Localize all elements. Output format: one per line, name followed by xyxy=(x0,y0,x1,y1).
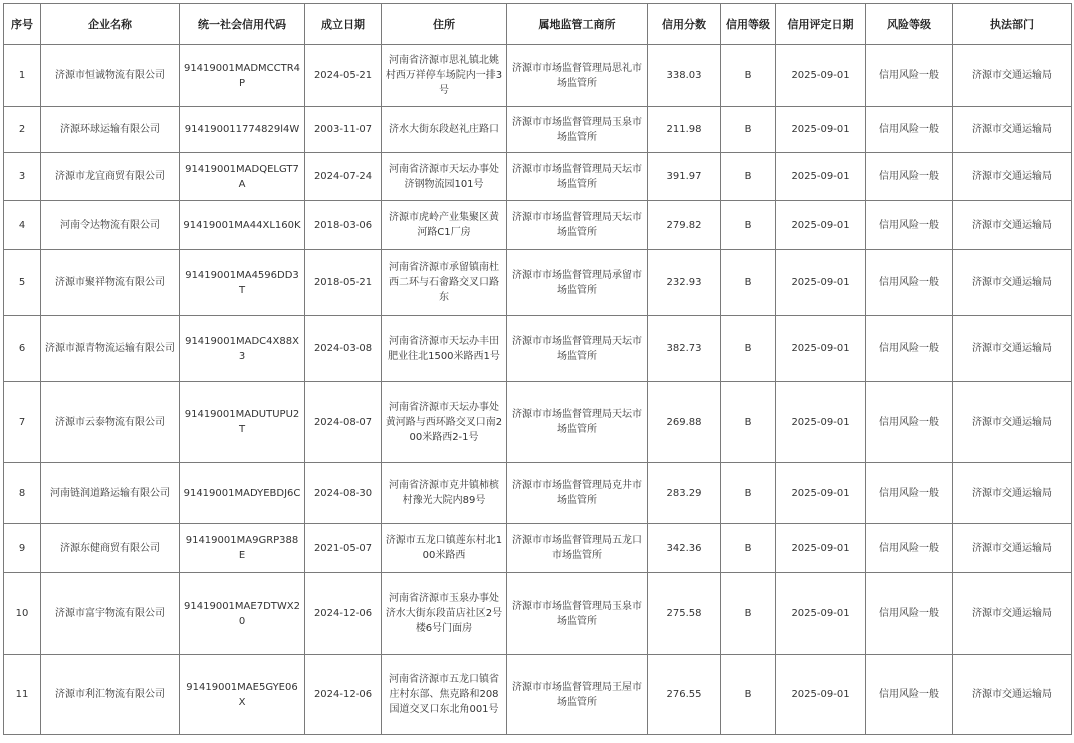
cell-credit-score: 279.82 xyxy=(648,201,721,250)
cell-credit-grade: B xyxy=(721,153,776,201)
cell-company-name: 河南令达物流有限公司 xyxy=(41,201,180,250)
cell-index: 3 xyxy=(4,153,41,201)
cell-credit-code: 91419001MA9GRP388E xyxy=(180,524,305,573)
cell-established-date: 2024-08-07 xyxy=(305,382,382,463)
table-row xyxy=(4,573,1072,655)
cell-index: 1 xyxy=(4,45,41,107)
cell-enforcement-dept: 济源市交通运输局 xyxy=(953,573,1072,655)
cell-company-name: 济源市源青物流运输有限公司 xyxy=(41,316,180,382)
cell-supervision-office: 济源市市场监督管理局天坛市场监管所 xyxy=(507,382,648,463)
cell-enforcement-dept: 济源市交通运输局 xyxy=(953,107,1072,153)
cell-address: 济水大街东段赵礼庄路口 xyxy=(382,107,507,153)
cell-credit-code: 91419001MA4596DD3T xyxy=(180,250,305,316)
cell-credit-score: 269.88 xyxy=(648,382,721,463)
cell-supervision-office: 济源市市场监督管理局天坛市场监管所 xyxy=(507,201,648,250)
cell-credit-grade: B xyxy=(721,524,776,573)
cell-supervision-office: 济源市市场监督管理局克井市场监管所 xyxy=(507,463,648,524)
cell-rating-date: 2025-09-01 xyxy=(776,107,866,153)
cell-rating-date: 2025-09-01 xyxy=(776,250,866,316)
cell-supervision-office: 济源市市场监督管理局思礼市场监管所 xyxy=(507,45,648,107)
cell-established-date: 2024-08-30 xyxy=(305,463,382,524)
table-row xyxy=(4,45,1072,107)
cell-credit-code: 91419001MADC4X88X3 xyxy=(180,316,305,382)
cell-address: 河南省济源市天坛办事处济钢物流园101号 xyxy=(382,153,507,201)
cell-established-date: 2024-05-21 xyxy=(305,45,382,107)
cell-rating-date: 2025-09-01 xyxy=(776,316,866,382)
cell-supervision-office: 济源市市场监督管理局玉泉市场监管所 xyxy=(507,573,648,655)
cell-company-name: 济源市富宇物流有限公司 xyxy=(41,573,180,655)
cell-address: 济源市五龙口镇莲东村北100米路西 xyxy=(382,524,507,573)
cell-risk-level: 信用风险一般 xyxy=(866,45,953,107)
table-row xyxy=(4,107,1072,153)
cell-established-date: 2024-07-24 xyxy=(305,153,382,201)
col-header-risk-level: 风险等级 xyxy=(866,4,953,45)
cell-established-date: 2024-12-06 xyxy=(305,655,382,735)
cell-enforcement-dept: 济源市交通运输局 xyxy=(953,382,1072,463)
cell-company-name: 济源环球运输有限公司 xyxy=(41,107,180,153)
cell-credit-grade: B xyxy=(721,201,776,250)
col-header-rating-date: 信用评定日期 xyxy=(776,4,866,45)
col-header-index: 序号 xyxy=(4,4,41,45)
table-row xyxy=(4,250,1072,316)
cell-enforcement-dept: 济源市交通运输局 xyxy=(953,201,1072,250)
table-row xyxy=(4,201,1072,250)
cell-risk-level: 信用风险一般 xyxy=(866,524,953,573)
cell-risk-level: 信用风险一般 xyxy=(866,201,953,250)
credit-rating-table xyxy=(3,3,1072,735)
col-header-company-name: 企业名称 xyxy=(41,4,180,45)
cell-rating-date: 2025-09-01 xyxy=(776,201,866,250)
col-header-credit-score: 信用分数 xyxy=(648,4,721,45)
cell-credit-code: 91419001MAE5GYE06X xyxy=(180,655,305,735)
cell-company-name: 河南链润道路运输有限公司 xyxy=(41,463,180,524)
cell-risk-level: 信用风险一般 xyxy=(866,153,953,201)
cell-index: 2 xyxy=(4,107,41,153)
cell-credit-grade: B xyxy=(721,45,776,107)
cell-credit-code: 91419001MADMCCTR4P xyxy=(180,45,305,107)
cell-index: 11 xyxy=(4,655,41,735)
cell-credit-score: 275.58 xyxy=(648,573,721,655)
cell-risk-level: 信用风险一般 xyxy=(866,573,953,655)
cell-risk-level: 信用风险一般 xyxy=(866,655,953,735)
cell-rating-date: 2025-09-01 xyxy=(776,524,866,573)
cell-credit-score: 276.55 xyxy=(648,655,721,735)
cell-credit-grade: B xyxy=(721,316,776,382)
cell-rating-date: 2025-09-01 xyxy=(776,463,866,524)
cell-credit-grade: B xyxy=(721,107,776,153)
table-row xyxy=(4,382,1072,463)
cell-enforcement-dept: 济源市交通运输局 xyxy=(953,524,1072,573)
cell-risk-level: 信用风险一般 xyxy=(866,250,953,316)
cell-rating-date: 2025-09-01 xyxy=(776,382,866,463)
cell-supervision-office: 济源市市场监督管理局王屋市场监管所 xyxy=(507,655,648,735)
cell-credit-code: 91419001MA44XL160K xyxy=(180,201,305,250)
table-row xyxy=(4,153,1072,201)
table-row xyxy=(4,463,1072,524)
cell-risk-level: 信用风险一般 xyxy=(866,107,953,153)
cell-company-name: 济源市恒诚物流有限公司 xyxy=(41,45,180,107)
table-row xyxy=(4,655,1072,735)
cell-risk-level: 信用风险一般 xyxy=(866,382,953,463)
cell-address: 河南省济源市天坛办丰田肥业往北1500米路西1号 xyxy=(382,316,507,382)
cell-enforcement-dept: 济源市交通运输局 xyxy=(953,463,1072,524)
cell-credit-code: 91419001MADQELGT7A xyxy=(180,153,305,201)
cell-supervision-office: 济源市市场监督管理局天坛市场监管所 xyxy=(507,153,648,201)
cell-supervision-office: 济源市市场监督管理局天坛市场监管所 xyxy=(507,316,648,382)
cell-address: 河南省济源市承留镇南杜西二环与石畲路交叉口路东 xyxy=(382,250,507,316)
cell-credit-grade: B xyxy=(721,463,776,524)
cell-enforcement-dept: 济源市交通运输局 xyxy=(953,153,1072,201)
cell-credit-code: 914190011774829l4W xyxy=(180,107,305,153)
col-header-established-date: 成立日期 xyxy=(305,4,382,45)
col-header-enforcement-dept: 执法部门 xyxy=(953,4,1072,45)
cell-established-date: 2024-03-08 xyxy=(305,316,382,382)
cell-credit-grade: B xyxy=(721,573,776,655)
cell-established-date: 2021-05-07 xyxy=(305,524,382,573)
cell-index: 4 xyxy=(4,201,41,250)
cell-credit-grade: B xyxy=(721,382,776,463)
cell-company-name: 济源市聚祥物流有限公司 xyxy=(41,250,180,316)
cell-address: 河南省济源市思礼镇北姚村西万祥停车场院内一排3号 xyxy=(382,45,507,107)
cell-enforcement-dept: 济源市交通运输局 xyxy=(953,250,1072,316)
cell-established-date: 2003-11-07 xyxy=(305,107,382,153)
cell-credit-score: 342.36 xyxy=(648,524,721,573)
cell-supervision-office: 济源市市场监督管理局五龙口市场监管所 xyxy=(507,524,648,573)
cell-rating-date: 2025-09-01 xyxy=(776,153,866,201)
cell-risk-level: 信用风险一般 xyxy=(866,316,953,382)
cell-index: 5 xyxy=(4,250,41,316)
cell-company-name: 济源市利汇物流有限公司 xyxy=(41,655,180,735)
cell-index: 8 xyxy=(4,463,41,524)
cell-supervision-office: 济源市市场监督管理局玉泉市场监管所 xyxy=(507,107,648,153)
cell-rating-date: 2025-09-01 xyxy=(776,655,866,735)
header-row xyxy=(4,4,1072,45)
cell-company-name: 济源东健商贸有限公司 xyxy=(41,524,180,573)
cell-credit-grade: B xyxy=(721,250,776,316)
cell-address: 河南省济源市玉泉办事处济水大街东段苗店社区2号楼6号门面房 xyxy=(382,573,507,655)
cell-established-date: 2018-05-21 xyxy=(305,250,382,316)
cell-supervision-office: 济源市市场监督管理局承留市场监管所 xyxy=(507,250,648,316)
cell-risk-level: 信用风险一般 xyxy=(866,463,953,524)
cell-credit-score: 232.93 xyxy=(648,250,721,316)
cell-established-date: 2024-12-06 xyxy=(305,573,382,655)
cell-enforcement-dept: 济源市交通运输局 xyxy=(953,45,1072,107)
cell-credit-score: 382.73 xyxy=(648,316,721,382)
cell-company-name: 济源市云泰物流有限公司 xyxy=(41,382,180,463)
cell-credit-code: 91419001MADUTUPU2T xyxy=(180,382,305,463)
cell-address: 济源市虎岭产业集聚区黄河路C1厂房 xyxy=(382,201,507,250)
col-header-supervision-office: 属地监管工商所 xyxy=(507,4,648,45)
cell-credit-score: 211.98 xyxy=(648,107,721,153)
cell-credit-score: 283.29 xyxy=(648,463,721,524)
table-row xyxy=(4,524,1072,573)
cell-credit-code: 91419001MAE7DTWX20 xyxy=(180,573,305,655)
col-header-credit-code: 统一社会信用代码 xyxy=(180,4,305,45)
cell-address: 河南省济源市五龙口镇省庄村东部、焦克路和208国道交叉口东北角001号 xyxy=(382,655,507,735)
cell-index: 7 xyxy=(4,382,41,463)
col-header-credit-grade: 信用等级 xyxy=(721,4,776,45)
cell-index: 6 xyxy=(4,316,41,382)
cell-established-date: 2018-03-06 xyxy=(305,201,382,250)
col-header-address: 住所 xyxy=(382,4,507,45)
cell-rating-date: 2025-09-01 xyxy=(776,573,866,655)
cell-credit-grade: B xyxy=(721,655,776,735)
table-row xyxy=(4,316,1072,382)
cell-enforcement-dept: 济源市交通运输局 xyxy=(953,655,1072,735)
cell-company-name: 济源市龙宜商贸有限公司 xyxy=(41,153,180,201)
cell-credit-score: 338.03 xyxy=(648,45,721,107)
cell-index: 9 xyxy=(4,524,41,573)
cell-address: 河南省济源市天坛办事处黄河路与西环路交叉口南200米路西2-1号 xyxy=(382,382,507,463)
cell-index: 10 xyxy=(4,573,41,655)
cell-credit-score: 391.97 xyxy=(648,153,721,201)
cell-enforcement-dept: 济源市交通运输局 xyxy=(953,316,1072,382)
cell-credit-code: 91419001MADYEBDJ6C xyxy=(180,463,305,524)
cell-rating-date: 2025-09-01 xyxy=(776,45,866,107)
cell-address: 河南省济源市克井镇柿槟村豫光大院内89号 xyxy=(382,463,507,524)
